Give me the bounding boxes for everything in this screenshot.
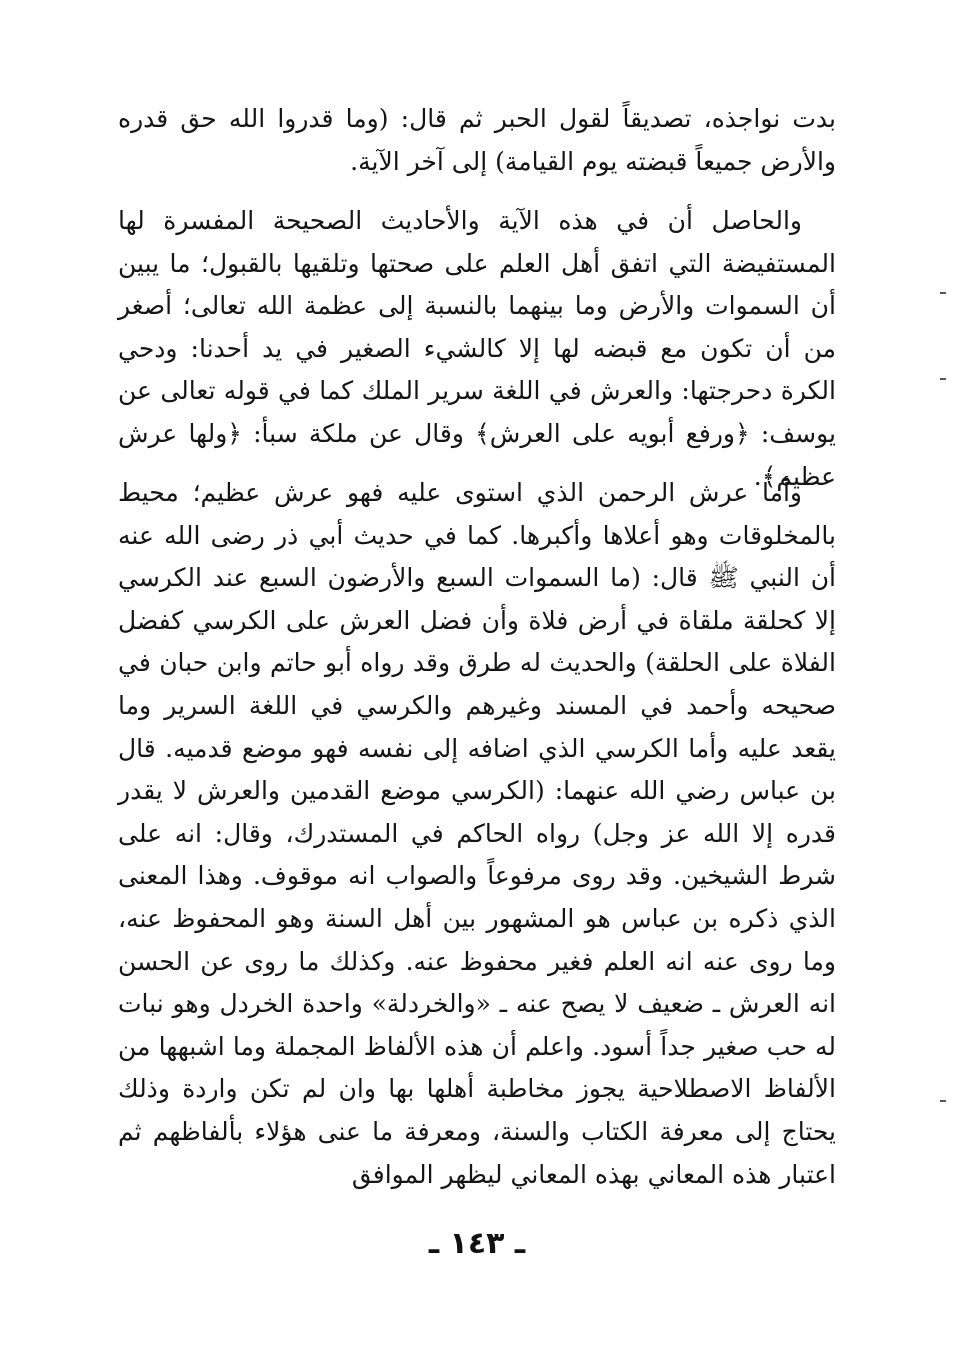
paragraph-3-text: وأما عرش الرحمن الذي استوى عليه فهو عرش عظيم؛ محيط بالمخلوقات وهو أعلاها وأكبرها. كما في حديث أبي ذر رضى الله عنه أن النبي ﷺ قال: (ما السموات السبع والأرضون السبع عند الكرسي إلا كحلقة ملقاة في أرض فلاة وأن فضل العرش على الكرسي كفضل الفلاة على الحلقة) والحديث له طرق وقد رواه أبو حاتم وابن حبان في صحيحه وأحمد في المسند وغيرهم والكرسي في اللغة السرير وما يقعد عليه وأما الكرسي الذي اضافه إلى نفسه فهو موضع قدميه. قال بن عباس رضي الله عنهما: (الكرسي موضع القدمين والعرش لا يقدر قدره إلا الله عز وجل) رواه الحاكم في المستدرك، وقال: انه على شرط الشيخين. وقد روى مرفوعاً والصواب انه موقوف. وهذا المعنى الذي ذكره بن عباس هو المشهور بين أهل السنة وهو المحفوظ عنه، وما روى عنه انه العلم فغير محفوظ عنه. وكذلك ما روى عن الحسن انه العرش ـ ضعيف لا يصح عنه ـ «والخردلة» واحدة الخردل وهو نبات له حب صغير جداً أسود. واعلم أن هذه الألفاظ المجملة وما اشبهها من الألفاظ الاصطلاحية يجوز مخاطبة أهلها بها وان لم تكن واردة وذلك يحتاج إلى معرفة الكتاب والسنة، ومعرفة ما عنى هؤلاء بألفاظهم ثم اعتبار هذه المعاني بهذه المعاني ليظهر الموافق: [118, 478, 836, 1189]
paragraph-1: [118, 98, 836, 183]
paragraph-2-text: والحاصل أن في هذه الآية والأحاديث الصحيحة المفسرة لها المستفيضة التي اتفق أهل العلم على صحتها وتلقيها بالقبول؛ ما يبين أن السموات والأرض وما بينهما بالنسبة إلى عظمة الله تعالى؛ أصغر من أن تكون مع قبضه لها إلا كالشيء الصغير في يد أحدنا: ودحي الكرة دحرجتها: والعرش في اللغة سرير الملك كما في قوله تعالى عن يوسف: ﴿ورفع أبويه على العرش﴾ وقال عن ملكة سبأ: ﴿ولها عرش عظيم﴾.: [118, 206, 836, 491]
margin-mark: [940, 378, 946, 380]
page-number: ـ ١٤٣ ـ: [428, 1226, 526, 1261]
margin-mark: [940, 1100, 946, 1102]
margin-mark: [940, 292, 946, 294]
paragraph-1-text: بدت نواجذه، تصديقاً لقول الحبر ثم قال: (وما قدروا الله حق قدره والأرض جميعاً قبضته يوم القيامة) إلى آخر الآية.: [118, 104, 836, 176]
paragraph-2: [118, 200, 836, 498]
paragraph-3: [118, 472, 836, 1196]
